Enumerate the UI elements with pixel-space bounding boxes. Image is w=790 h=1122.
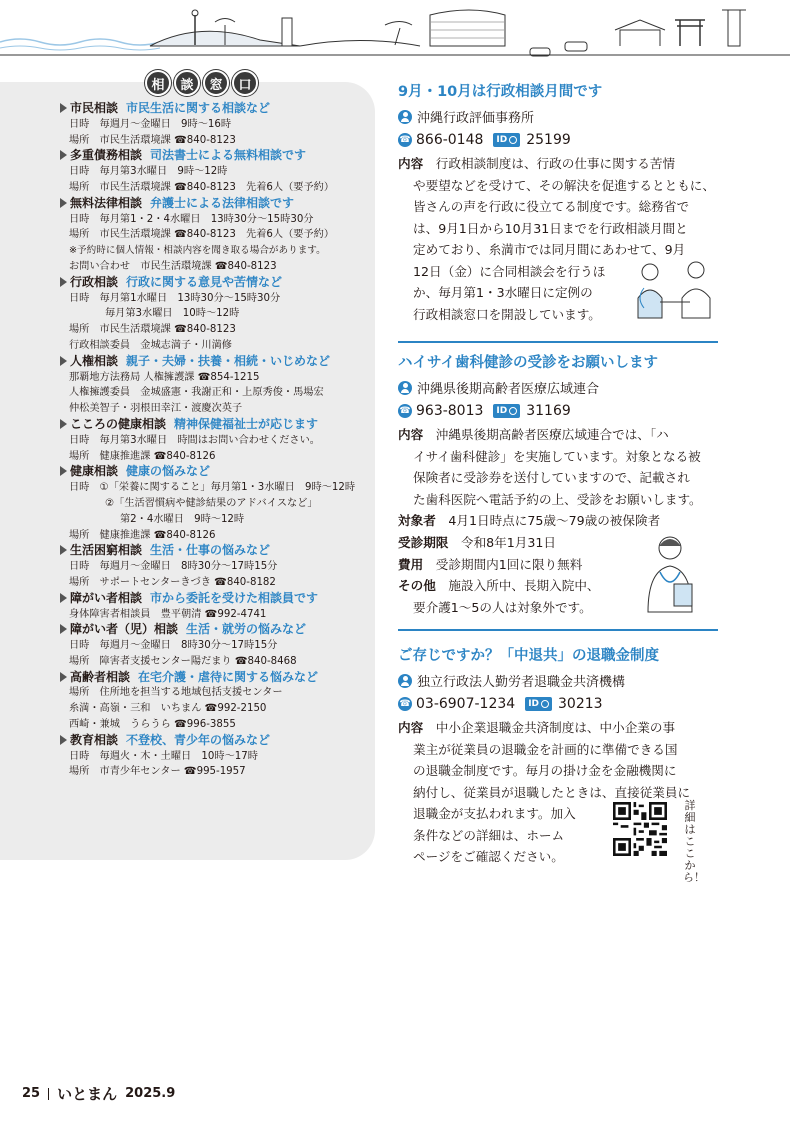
header-skyline-illustration (0, 0, 790, 70)
category-title: こころの健康相談 (70, 416, 167, 431)
phone-icon: ☎ (399, 406, 411, 416)
body-line: 保険者に受診券を送付していますので、記載され (413, 470, 690, 485)
triangle-bullet-icon (60, 735, 67, 745)
contact (398, 132, 720, 148)
organization (398, 378, 720, 397)
body-line: ページをご確認ください。 (413, 849, 564, 864)
category-subtitle: 親子・夫婦・扶養・相続・いじめなど (126, 353, 331, 368)
contact (398, 403, 720, 419)
id-number: 31169 (526, 403, 571, 419)
category-subtitle: 不登校、青少年の悩みなど (126, 732, 271, 747)
info-row: 要介護1～5の人は対象外です。 (413, 600, 592, 616)
body-line: 定めており、糸満市では同月間にあわせて、9月 (413, 242, 686, 257)
category-subtitle: 市民生活に関する相談など (126, 101, 271, 115)
consultation-detail: 日時 毎週月～金曜日 8時30分～17時15分 (69, 561, 278, 573)
consultation-detail: 糸満・高嶺・三和 いちまん ☎992-2150 (69, 703, 267, 715)
person-icon (398, 110, 412, 124)
section-body (398, 424, 720, 510)
consultation-category (0, 101, 375, 117)
panel-title-char: 相 (145, 70, 171, 96)
body-line: た歯科医院へ電話予約の上、受診をお願いします。 (413, 491, 702, 507)
body-line: 沖縄県後期高齢者医療広域連合では、「ハ (435, 427, 669, 442)
category-title: 行政相談 (70, 274, 119, 289)
consultation-category (0, 196, 375, 212)
triangle-bullet-icon (60, 593, 67, 603)
category-title: 障がい者相談 (70, 590, 143, 605)
consultation-note: ※予約時に個人情報・相談内容を聞き取る場合があります。 (69, 245, 326, 257)
body-line: は、9月1日から10月31日までを行政相談月間と (413, 220, 688, 236)
consultation-detail: 毎月第3水曜日 10時～12時 (105, 308, 240, 320)
triangle-bullet-icon (60, 277, 67, 287)
consultation-detail: 日時 ①「栄養に関すること」毎月第1・3水曜日 9時～12時 (69, 482, 356, 494)
category-title: 健康相談 (70, 464, 119, 479)
phone-number: 963-8013 (416, 403, 484, 419)
info-row: 費用 受診期間内1回に限り無料 (398, 556, 583, 572)
id-search-badge: ID (493, 133, 520, 147)
category-subtitle: 行政に関する意見や苦情など (126, 274, 283, 289)
consultation-detail: 場所 サポートセンターきづき ☎840-8182 (69, 576, 276, 588)
consultation-category (0, 733, 375, 749)
phone-icon: ☎ (399, 135, 411, 145)
body-line: 業主が従業員の退職金を計画的に準備できる国 (413, 741, 678, 757)
consultation-detail: 日時 毎月第3水曜日 時間はお問い合わせください。 (69, 434, 320, 446)
consultation-detail: 場所 健康推進課 ☎840-8126 (69, 529, 216, 541)
section-body (398, 717, 720, 868)
triangle-bullet-icon (60, 419, 67, 429)
section-title: ご存じですか？「中退共」の退職金制度 (398, 648, 659, 664)
body-line: 12日（金）に合同相談会を行うほ (413, 263, 606, 279)
id-search-badge: ID (525, 697, 552, 711)
category-title: 障がい者（児）相談 (70, 622, 179, 637)
consultation-category (0, 670, 375, 686)
page-footer (22, 1083, 175, 1104)
organization (398, 671, 720, 690)
consultation-detail: 人権擁護委員 金城盛憲・我謝正和・上原秀俊・馬場宏 (69, 387, 324, 399)
qr-code[interactable] (613, 802, 667, 856)
category-title: 人権相談 (70, 353, 119, 368)
category-title: 生活困窮相談 (70, 543, 143, 558)
panel-title-char: 口 (232, 70, 258, 96)
category-subtitle: 健康の悩みなど (126, 464, 211, 479)
body-line: 皆さんの声を行政に役立てる制度です。総務省で (413, 199, 690, 214)
consultation-category (0, 275, 375, 291)
consultation-category (0, 591, 375, 607)
panel-title-char: 窓 (203, 70, 229, 96)
consultation-detail: 日時 毎週月～金曜日 9時～16時 (69, 118, 232, 130)
triangle-bullet-icon (60, 672, 67, 682)
consultation-detail: 場所 住所地を担当する地域包括支援センター (69, 687, 283, 699)
search-icon (509, 407, 517, 415)
consultation-detail: 行政相談委員 金城志満子・川満修 (69, 339, 232, 351)
id-search-badge: ID (493, 404, 520, 418)
consultation-list (0, 101, 375, 780)
category-title: 教育相談 (70, 732, 119, 747)
id-number: 25199 (526, 132, 571, 148)
consultation-detail: 西崎・兼城 うらうら ☎996-3855 (69, 719, 236, 731)
phone-number: 03-6907-1234 (416, 696, 516, 712)
body-line: 行政相談制度は、行政の仕事に関する苦情 (435, 156, 676, 171)
organization-name: 沖縄行政評価事務所 (417, 111, 535, 126)
consultation-detail: 日時 毎週火・木・土曜日 10時～17時 (69, 750, 258, 762)
category-subtitle: 在宅介護・虐待に関する悩みなど (138, 669, 319, 684)
content-label: 内容 (398, 427, 424, 442)
organization-name: 沖縄県後期高齢者医療広域連合 (417, 382, 600, 397)
category-title: 多重債務相談 (70, 148, 143, 163)
consultation-category (0, 148, 375, 164)
consultation-detail: 日時 毎週月～金曜日 8時30分～17時15分 (69, 640, 278, 652)
info-row: 対象者 4月1日時点に75歳～79歳の被保険者 (398, 513, 661, 528)
body-line: 納付し、従業員が退職したときは、直接従業員に (413, 784, 691, 800)
page-number: 25 (22, 1086, 41, 1101)
qr-note: 詳細はここから！ (683, 799, 705, 884)
consultation-detail: 場所 健康推進課 ☎840-8126 (69, 450, 216, 462)
organization (398, 107, 720, 126)
consultation-category (0, 543, 375, 559)
consultation-detail: 日時 毎月第3水曜日 9時～12時 (69, 166, 228, 178)
consultation-detail: 場所 市民生活環境課 ☎840-8123 先着6人（要予約） (69, 229, 335, 241)
consultation-detail: 日時 毎月第1・2・4水曜日 13時30分～15時30分 (69, 213, 314, 225)
consultation-detail: お問い合わせ 市民生活環境課 ☎840-8123 (69, 260, 277, 272)
consultation-detail: 場所 障害者支援センター陽だまり ☎840-8468 (69, 655, 297, 667)
category-subtitle: 市から委託を受けた相談員です (150, 590, 319, 605)
footer-separator (48, 1088, 49, 1100)
consultation-category (0, 464, 375, 480)
consultation-detail: 身体障害者相談員 豊平朝清 ☎992-4741 (69, 608, 267, 620)
triangle-bullet-icon (60, 103, 67, 113)
consultation-category (0, 354, 375, 370)
section-title: 9月・10月は行政相談月間です (398, 84, 603, 100)
panel-title-char: 談 (174, 70, 200, 96)
consultation-detail: 場所 市民生活環境課 ☎840-8123 (69, 134, 236, 146)
category-subtitle: 生活・仕事の悩みなど (150, 543, 271, 558)
triangle-bullet-icon (60, 545, 67, 555)
consultation-detail: 場所 市青少年センター ☎995-1957 (69, 766, 246, 778)
id-number: 30213 (558, 696, 603, 712)
triangle-bullet-icon (60, 150, 67, 160)
category-subtitle: 精神保健福祉士が応じます (174, 416, 319, 431)
body-line: 退職金が支払われます。加入 (413, 806, 576, 821)
consultation-detail: 日時 毎月第1水曜日 13時30分～15時30分 (69, 292, 281, 304)
body-line: イサイ歯科健診」を実施しています。対象となる被 (413, 448, 701, 464)
consultation-detail: 仲松美智子・羽根田幸江・渡慶次英子 (69, 403, 243, 415)
issue-date: 2025.9 (125, 1086, 176, 1101)
search-icon (541, 700, 549, 708)
triangle-bullet-icon (60, 198, 67, 208)
category-title: 市民相談 (70, 101, 119, 115)
consultation-detail: 場所 市民生活環境課 ☎840-8123 先着6人（要予約） (69, 181, 335, 193)
section-divider (398, 341, 718, 343)
panel-title (145, 70, 258, 96)
contact (398, 696, 720, 712)
consultation-detail: 那覇地方法務局 人権擁護課 ☎854-1215 (69, 371, 260, 383)
triangle-bullet-icon (60, 356, 67, 366)
body-line: 条件などの詳細は、ホーム (413, 827, 565, 843)
consultation-category (0, 417, 375, 433)
body-line: の退職金制度です。毎月の掛け金を金融機関に (413, 763, 677, 778)
category-subtitle: 弁護士による法律相談です (150, 195, 295, 210)
body-line: や要望などを受けて、その解決を促進するとともに、 (413, 177, 715, 193)
info-row: その他 施設入所中、長期入院中、 (398, 578, 600, 594)
organization-name: 独立行政法人勤労者退職金共済機構 (417, 675, 626, 690)
section-title: ハイサイ歯科健診の受診をお願いします (398, 355, 658, 371)
body-line: 行政相談窓口を開設しています。 (413, 306, 601, 322)
person-icon (398, 381, 412, 395)
triangle-bullet-icon (60, 466, 67, 476)
nurse-illustration (630, 532, 710, 614)
consultation-category (0, 622, 375, 638)
category-subtitle: 司法書士による無料相談です (150, 148, 307, 163)
consultation-detail: 第2・4水曜日 9時～12時 (120, 513, 245, 525)
category-title: 高齢者相談 (70, 669, 131, 684)
info-row: 受診期限 令和8年1月31日 (398, 534, 556, 550)
consultation-illustration (630, 258, 720, 322)
content-label: 内容 (398, 156, 424, 171)
itoman-logo: いとまん (57, 1085, 118, 1103)
phone-number: 866-0148 (416, 132, 484, 148)
body-line: 中小企業退職金共済制度は、中小企業の事 (435, 720, 676, 735)
body-line: か、毎月第1・3水曜日に定例の (413, 285, 593, 300)
category-subtitle: 生活・就労の悩みなど (186, 622, 307, 637)
section-divider (398, 629, 718, 631)
consultation-detail: 場所 市民生活環境課 ☎840-8123 (69, 324, 236, 336)
triangle-bullet-icon (60, 624, 67, 634)
consultation-detail: ②「生活習慣病や健診結果のアドバイスなど」 (105, 497, 318, 509)
phone-icon: ☎ (399, 699, 411, 709)
search-icon (509, 136, 517, 144)
person-icon (398, 674, 412, 688)
content-label: 内容 (398, 720, 424, 735)
section-chutaikyo (398, 644, 720, 868)
category-title: 無料法律相談 (70, 195, 143, 210)
